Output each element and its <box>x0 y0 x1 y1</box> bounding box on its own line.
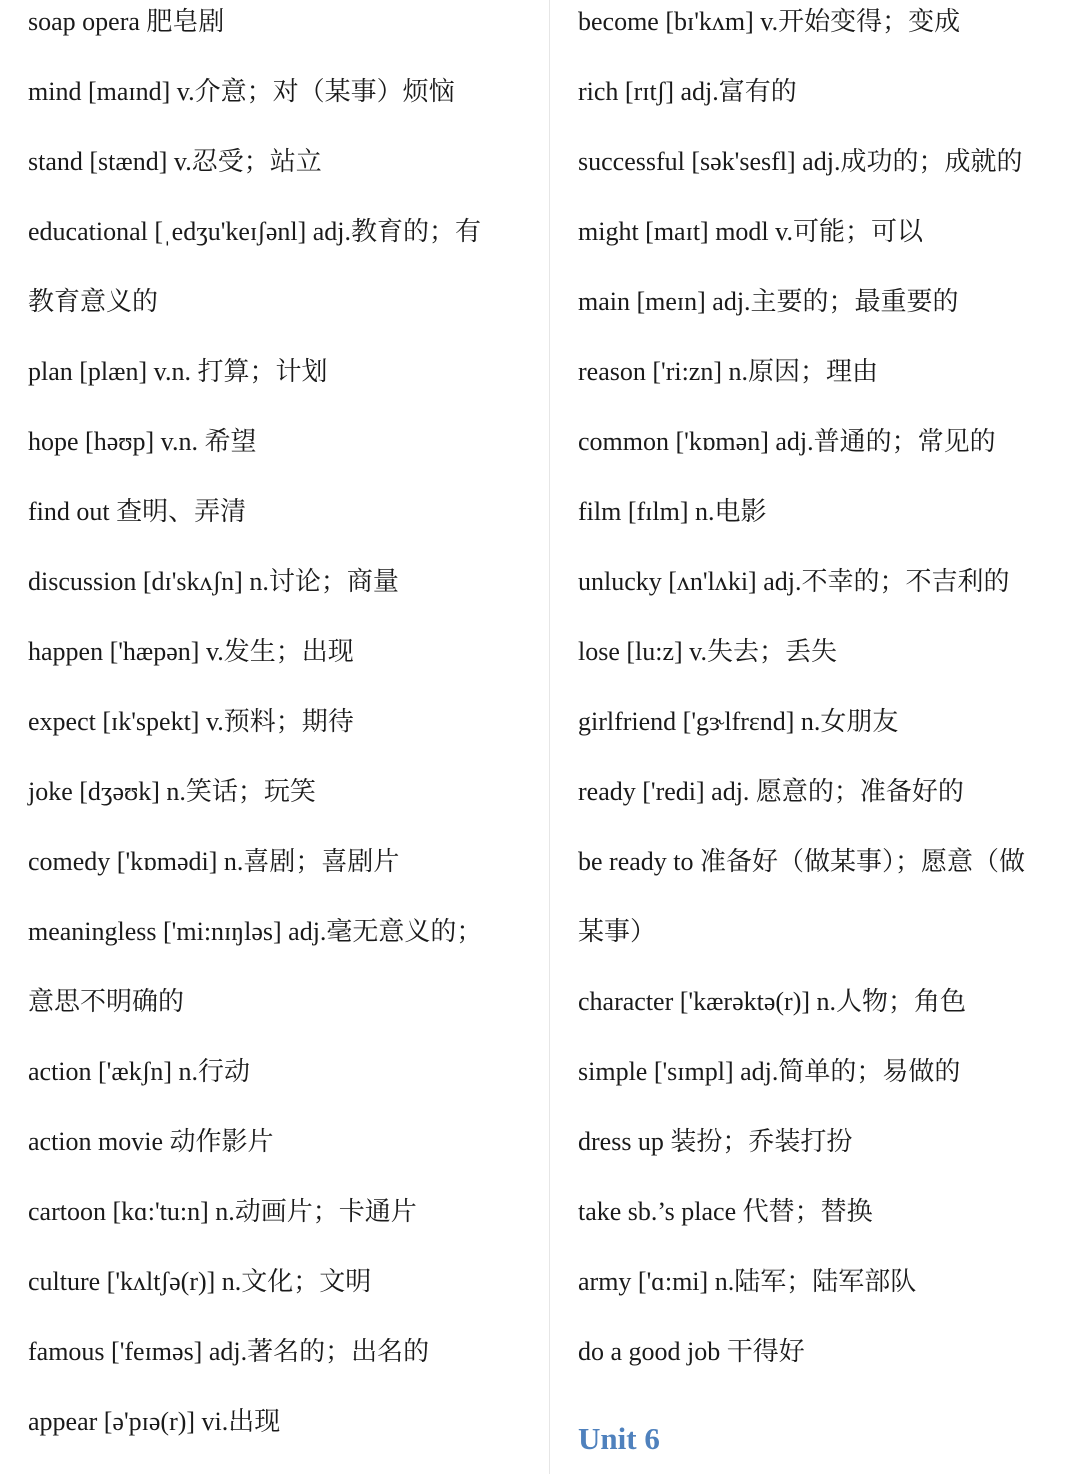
vocab-line: might [maɪt] modl v.可能；可以 <box>578 217 923 246</box>
vocab-line: discussion [dɪ'skʌʃn] n.讨论；商量 <box>28 567 399 596</box>
vocab-line: mind [maɪnd] v.介意；对（某事）烦恼 <box>28 77 455 106</box>
vocab-line: girlfriend ['gɝlfrɛnd] n.女朋友 <box>578 707 899 736</box>
vocab-line-continuation: 教育意义的 <box>28 287 159 316</box>
vocab-line: army ['ɑ:mi] n.陆军；陆军部队 <box>578 1267 917 1296</box>
vocab-line: character ['kærəktə(r)] n.人物；角色 <box>578 987 967 1016</box>
vocab-line: famous ['feɪməs] adj.著名的；出名的 <box>28 1337 430 1366</box>
vocab-line: film [fɪlm] n.电影 <box>578 497 767 526</box>
vocab-line: reason ['ri:zn] n.原因；理由 <box>578 357 879 386</box>
vocab-line: happen ['hæpən] v.发生；出现 <box>28 637 354 666</box>
vocab-line: action ['ækʃn] n.行动 <box>28 1057 251 1086</box>
vocab-line: culture ['kʌltʃə(r)] n.文化；文明 <box>28 1267 372 1296</box>
unit-heading: Unit 6 <box>578 1421 660 1456</box>
vocab-line: simple ['sɪmpl] adj.简单的；易做的 <box>578 1057 961 1086</box>
vocab-line: dress up 装扮；乔装打扮 <box>578 1127 853 1156</box>
vocab-line: lose [lu:z] v.失去；丢失 <box>578 637 837 666</box>
vocab-line: become [bɪ'kʌm] v.开始变得；变成 <box>578 7 961 36</box>
vocab-line: comedy ['kɒmədi] n.喜剧；喜剧片 <box>28 847 400 876</box>
vocab-line: unlucky [ʌn'lʌki] adj.不幸的；不吉利的 <box>578 567 1010 596</box>
vocab-line: be ready to 准备好（做某事）；愿意（做 <box>578 847 1026 876</box>
vocab-line-continuation: 意思不明确的 <box>28 987 185 1016</box>
left-column <box>28 0 568 1470</box>
vocab-line: plan [plæn] v.n. 打算；计划 <box>28 357 328 386</box>
vocab-line: find out 查明、弄清 <box>28 497 247 526</box>
vocab-line: expect [ɪk'spekt] v.预料；期待 <box>28 707 354 736</box>
vocab-line: educational [ˌedʒu'keɪʃənl] adj.教育的；有 <box>28 217 482 246</box>
vocab-line: successful [sək'sesfl] adj.成功的；成就的 <box>578 147 1023 176</box>
vocab-line: meaningless ['mi:nɪŋləs] adj.毫无意义的； <box>28 917 483 946</box>
vocab-line: rich [rɪtʃ] adj.富有的 <box>578 77 797 106</box>
vocab-line: common ['kɒmən] adj.普通的；常见的 <box>578 427 996 456</box>
vocab-line: action movie 动作影片 <box>28 1127 274 1156</box>
vocab-line-continuation: 某事） <box>578 917 657 946</box>
vocab-line: stand [stænd] v.忍受；站立 <box>28 147 322 176</box>
vocab-line: joke [dʒəʊk] n.笑话；玩笑 <box>28 777 316 806</box>
vocab-line: cartoon [kɑ:'tu:n] n.动画片；卡通片 <box>28 1197 417 1226</box>
vocab-line: take sb.’s place 代替；替换 <box>578 1197 873 1226</box>
vocab-line: soap opera 肥皂剧 <box>28 7 225 36</box>
vocab-line: appear [ə'pɪə(r)] vi.出现 <box>28 1407 281 1436</box>
vocab-line: hope [həʊp] v.n. 希望 <box>28 427 257 456</box>
right-column <box>578 0 1078 1470</box>
vocab-line: main [meɪn] adj.主要的；最重要的 <box>578 287 959 316</box>
vocab-line: do a good job 干得好 <box>578 1337 805 1366</box>
vocab-line: ready ['redi] adj. 愿意的；准备好的 <box>578 777 964 806</box>
